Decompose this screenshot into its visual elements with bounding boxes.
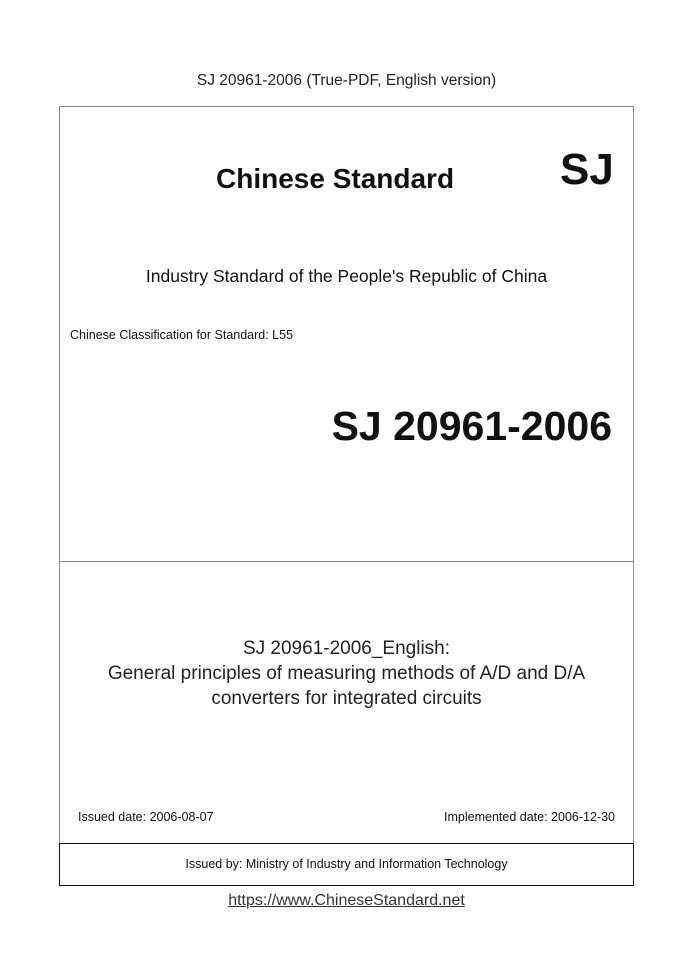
title-line-3: converters for integrated circuits (211, 688, 482, 709)
title-line-1: SJ 20961-2006_English: (242, 638, 451, 659)
cover-heading: Chinese Standard (216, 163, 455, 194)
document-title (0, 636, 693, 711)
issuer-text: Issued by: Ministry of Industry and Information Technology (185, 857, 508, 871)
standard-mark: SJ (560, 145, 614, 194)
classification-line: Chinese Classification for Standard: L55 (70, 328, 294, 342)
issued-date: Issued date: 2006-08-07 (78, 810, 214, 824)
industry-line: Industry Standard of the People's Republic of China (145, 266, 548, 286)
implemented-date: Implemented date: 2006-12-30 (444, 810, 615, 824)
website-link[interactable]: https://www.ChineseStandard.net (228, 892, 465, 909)
title-line-2: General principles of measuring methods of A/D and D/A (107, 663, 586, 684)
document-header: SJ 20961-2006 (True-PDF, English version) (196, 72, 497, 89)
standard-number: SJ 20961-2006 (331, 403, 612, 449)
